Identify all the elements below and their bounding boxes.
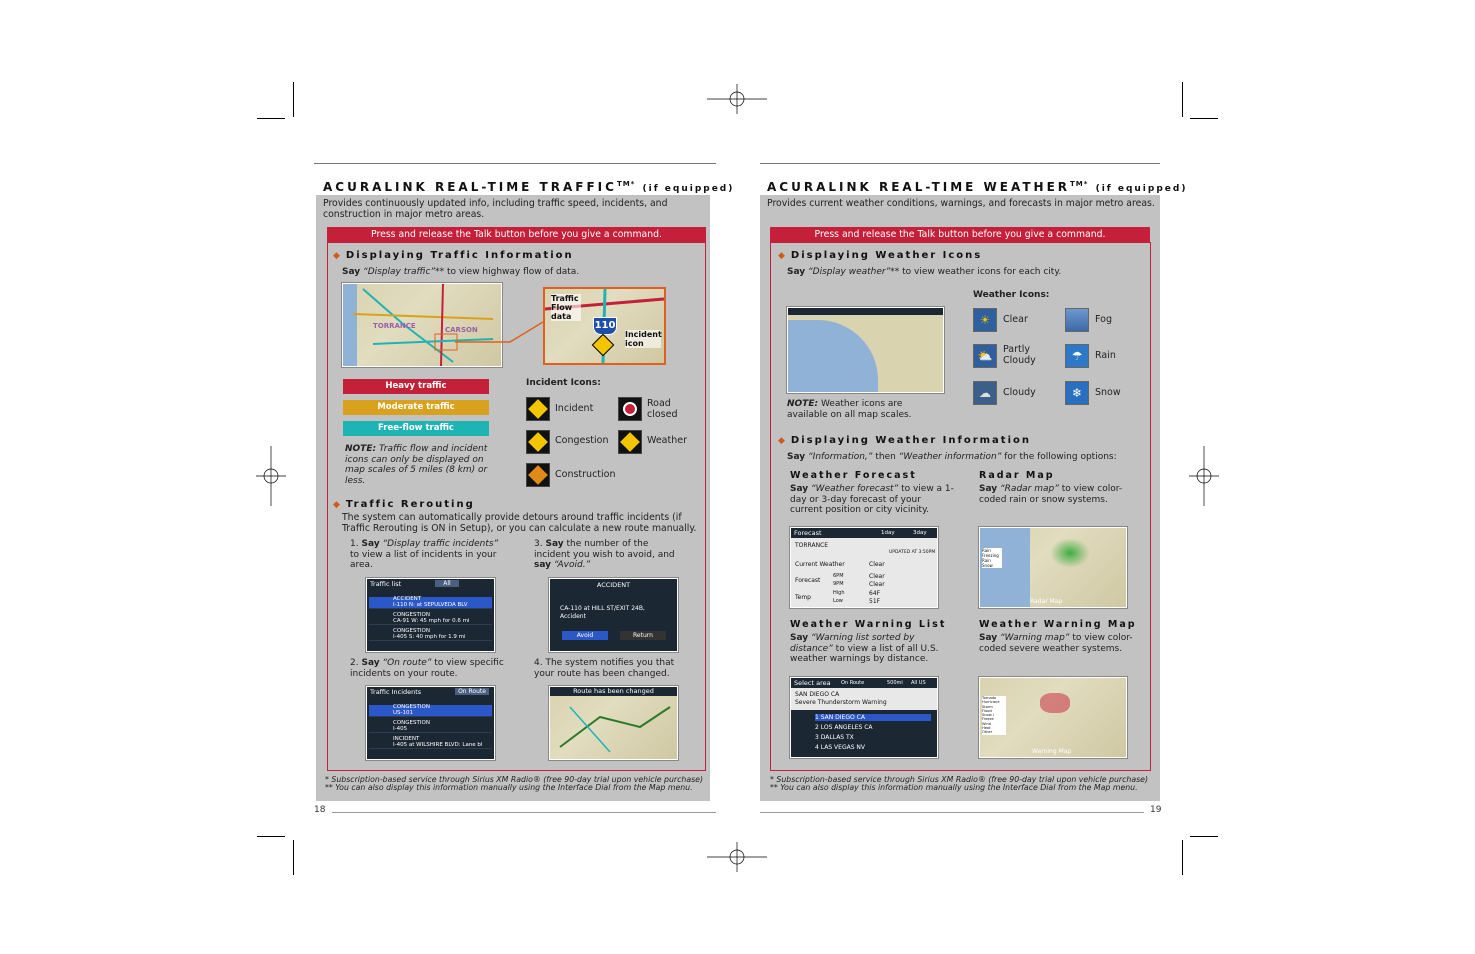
incident-icons-title: Incident Icons: — [526, 378, 601, 388]
forecast-value-2: Clear — [869, 581, 885, 588]
map-header — [788, 308, 943, 315]
ocean — [788, 320, 878, 392]
say-command: Say “Information,” then “Weather information” for the following options: — [787, 452, 1117, 462]
page-title: ACURALINK REAL-TIME $TRAFFIC^{TM*}$ (if equipped) — [323, 180, 735, 194]
header-rule — [314, 163, 716, 164]
intro-text: Provides current weather conditions, warnings, and forecasts in major metro areas. — [767, 198, 1155, 209]
accident-line-2: Accident — [560, 613, 586, 620]
section-heading: ◆ Displaying Traffic Information — [333, 250, 574, 261]
avoid-button[interactable]: Avoid — [562, 631, 608, 640]
warning-map-text: Say “Warning map” to view color-coded severe weather systems. — [979, 633, 1133, 654]
road-closed-icon — [618, 397, 642, 421]
current-weather-value: Clear — [869, 561, 885, 568]
cloud-icon: ☁ — [973, 381, 997, 405]
list-item[interactable]: 1 SAN DIEGO CA — [815, 714, 931, 721]
warning-map-screenshot — [979, 677, 1127, 758]
map-label-torrance: TORRANCE — [373, 322, 416, 330]
screen-tab: On Route — [455, 688, 489, 695]
weather-note: NOTE: Weather icons are available on all map scales. — [787, 399, 912, 420]
legend-free-flow-traffic: Free-flow traffic — [343, 421, 489, 436]
zoom-connector — [455, 320, 545, 350]
warning-list-text: Say “Warning list sorted by distance” to view a list of all U.S. weather warnings by distance. — [790, 633, 939, 664]
step-3: 3. Say the number of the incident you wish to avoid, and say “Avoid.” — [534, 539, 675, 570]
crop-mark — [257, 836, 285, 837]
callout-incident-icon: Incident icon — [625, 330, 662, 348]
say-command: Say “Display weather”** to view weather icons for each city. — [787, 267, 1062, 277]
radar-heading: Radar Map — [979, 470, 1055, 481]
traffic-note: NOTE: Traffic flow and incident icons can only be displayed on map scales of 5 miles (8 km) or less. — [345, 444, 488, 486]
header-rule — [760, 163, 1160, 164]
section-heading: ◆ Displaying Weather Information — [778, 435, 1031, 446]
route-lines — [550, 697, 677, 759]
screen-title: Select area — [794, 679, 831, 687]
say-command: Say “Display traffic”** to view highway flow of data. — [342, 267, 580, 277]
crop-mark — [1190, 118, 1218, 119]
diamond-bullet-icon: ◆ — [333, 500, 340, 510]
congestion-icon — [526, 430, 550, 454]
page-number: 18 — [314, 805, 326, 815]
high-value: 64F — [869, 590, 881, 597]
forecast-time-1: 6PM — [833, 573, 844, 579]
map-caption: Warning Map — [1032, 748, 1072, 755]
screen-title: Traffic list — [370, 580, 402, 588]
legend-heavy-traffic: Heavy traffic — [343, 379, 489, 394]
forecast-label: Forecast — [795, 577, 821, 584]
screen-tab: All — [435, 580, 459, 587]
radar-text: Say “Radar map” to view color-coded rain or snow systems. — [979, 484, 1123, 505]
footnote-subscription: * Subscription-based service through Sirius XM Radio® (free 90-day trial upon vehicle purchase) — [770, 775, 1149, 784]
city-name: TORRANCE — [795, 542, 829, 549]
snow-label: Snow — [1095, 387, 1121, 398]
screen-title: ACCIDENT — [596, 581, 631, 589]
list-item[interactable]: 2 LOS ANGELES CA — [815, 724, 873, 731]
radar-map-screenshot — [979, 527, 1127, 608]
registration-mark-left — [256, 446, 286, 506]
section-heading: ◆ Traffic Rerouting — [333, 499, 475, 510]
table-row: CONGESTION I-405 — [369, 721, 492, 733]
talk-instruction-bar: Press and release the Talk button before you give a command. — [327, 227, 706, 242]
radar-echo — [1050, 538, 1090, 568]
weather-icons-title: Weather Icons: — [973, 290, 1050, 300]
road-closed-label: Road closed — [647, 398, 678, 420]
footnote-interface-dial: ** You can also display this information manually using the Interface Dial from the Map menu. — [325, 783, 693, 792]
rain-label: Rain — [1095, 350, 1116, 361]
updated-time: UPDATED AT 3:50PM — [889, 550, 936, 555]
step-4: 4. The system notifies you that your route has been changed. — [534, 658, 675, 679]
cloudy-label: Cloudy — [1003, 387, 1036, 398]
on-route-incidents-screenshot — [366, 686, 495, 760]
diamond-bullet-icon: ◆ — [778, 251, 785, 261]
registration-mark-bottom — [707, 842, 767, 872]
congestion-label: Congestion — [555, 435, 609, 446]
screen-title: Forecast — [794, 529, 822, 537]
talk-instruction-bar: Press and release the Talk button before you give a command. — [770, 227, 1150, 242]
registration-mark-right — [1189, 446, 1219, 506]
rerouting-text: The system can automatically provide detours around traffic incidents (if Traffic Rerouting is ON in Setup), or you can calculate a new route manually. — [342, 512, 697, 534]
incident-icon — [526, 397, 550, 421]
incident-label: Incident — [555, 403, 594, 414]
warning-list — [791, 710, 937, 757]
warning-list-screenshot — [790, 677, 938, 758]
registration-mark-top — [707, 84, 767, 114]
warning-type: Severe Thunderstorm Warning — [795, 699, 887, 706]
weather-map-screenshot — [787, 307, 944, 393]
step-2: 2. Say “On route” to view specific incidents on your route. — [350, 658, 504, 679]
footer-rule — [760, 812, 1144, 813]
warning-area — [1040, 693, 1070, 713]
screen-tab[interactable]: On Route — [841, 680, 865, 686]
accident-detail-screenshot — [549, 578, 678, 652]
all-us-tab[interactable]: All US — [911, 680, 926, 686]
table-row: CONGESTION CA-91 W: 45 mph for 0.6 mi — [369, 613, 492, 625]
crop-mark — [1182, 840, 1183, 875]
partly-cloudy-icon: ⛅ — [973, 344, 997, 368]
forecast-heading: Weather Forecast — [790, 470, 917, 481]
interstate-shield-icon: 110 — [593, 317, 617, 335]
crop-mark — [1182, 82, 1183, 117]
page-title: ACURALINK REAL-TIME $WEATHER^{TM*}$ (if equipped) — [767, 180, 1188, 194]
legend-moderate-traffic: Moderate traffic — [343, 400, 489, 415]
intro-text: Provides continuously updated info, including traffic speed, incidents, and construction in major metro areas. — [323, 198, 668, 220]
distance: 500mi — [887, 680, 903, 686]
list-item[interactable]: 4 LAS VEGAS NV — [815, 744, 866, 751]
screen-title: Route has been changed — [550, 687, 677, 696]
radar-legend: Rain Freezing Rain Snow — [982, 548, 1002, 568]
warning-map-heading: Weather Warning Map — [979, 619, 1137, 630]
warning-city: SAN DIEGO CA — [795, 691, 840, 698]
warning-list-heading: Weather Warning List — [790, 619, 947, 630]
weather-incident-label: Weather — [647, 435, 687, 446]
traffic-list-screenshot — [366, 578, 495, 652]
forecast-value-1: Clear — [869, 573, 885, 580]
map-caption: Radar Map — [1030, 598, 1063, 605]
step-1: 1. Say “Display traffic incidents” to view a list of incidents in your area. — [350, 539, 499, 570]
partly-cloudy-label: Partly Cloudy — [1003, 344, 1036, 366]
map-label-carson: CARSON — [445, 326, 478, 334]
low-value: 51F — [869, 598, 881, 605]
footnote-interface-dial: ** You can also display this information manually using the Interface Dial from the Map menu. — [770, 783, 1138, 792]
tab-1day[interactable]: 1day — [881, 530, 895, 536]
section-heading: ◆ Displaying Weather Icons — [778, 250, 983, 261]
page-number: 19 — [1150, 805, 1162, 815]
construction-label: Construction — [555, 469, 616, 480]
list-item[interactable]: 3 DALLAS TX — [815, 734, 854, 741]
table-row: CONGESTION US-101 — [369, 705, 492, 717]
high-label: High — [833, 590, 845, 596]
callout-traffic-flow: Traffic Flow data — [551, 294, 581, 321]
crop-mark — [257, 118, 285, 119]
clear-label: Clear — [1003, 314, 1028, 325]
sun-icon: ☀ — [973, 308, 997, 332]
forecast-text: Say “Weather forecast” to view a 1-day or 3-day forecast of your current position or city vicinity. — [790, 484, 954, 515]
diamond-bullet-icon: ◆ — [778, 436, 785, 446]
tab-3day[interactable]: 3day — [913, 530, 927, 536]
fog-icon — [1065, 308, 1089, 332]
crop-mark — [1190, 836, 1218, 837]
warning-legend: Tornado Hurricane Storm Flood Snow / Freeze Wind Heat Other — [982, 696, 1006, 735]
footnote-subscription: * Subscription-based service through Sirius XM Radio® (free 90-day trial upon vehicle purchase) — [325, 775, 704, 784]
snowflake-icon: ❄ — [1065, 381, 1089, 405]
accident-line-1: CA-110 at HILL ST/EXIT 24B, — [560, 605, 645, 612]
route-changed-screenshot — [549, 686, 678, 760]
traffic-map-zoom — [543, 287, 666, 365]
table-row: INCIDENT I-405 at WILSHIRE BLVD: Lane bl — [369, 737, 492, 749]
diamond-bullet-icon: ◆ — [333, 251, 340, 261]
crop-mark — [293, 840, 294, 875]
fog-label: Fog — [1095, 314, 1112, 325]
screen-title: Traffic Incidents — [370, 688, 422, 696]
umbrella-icon: ☂ — [1065, 344, 1089, 368]
table-row: CONGESTION I-405 S: 40 mph for 1.9 mi — [369, 629, 492, 641]
footer-rule — [332, 812, 716, 813]
low-label: Low — [833, 598, 843, 604]
temp-label: Temp — [795, 594, 811, 601]
construction-icon — [526, 463, 550, 487]
current-weather-label: Current Weather — [795, 561, 845, 568]
table-row: ACCIDENT I-110 N: at SEPULVEDA BLV — [369, 597, 492, 609]
forecast-time-2: 9PM — [833, 581, 844, 587]
weather-incident-icon — [618, 430, 642, 454]
return-button[interactable]: Return — [620, 631, 666, 640]
crop-mark — [293, 82, 294, 117]
forecast-screenshot — [790, 527, 938, 608]
